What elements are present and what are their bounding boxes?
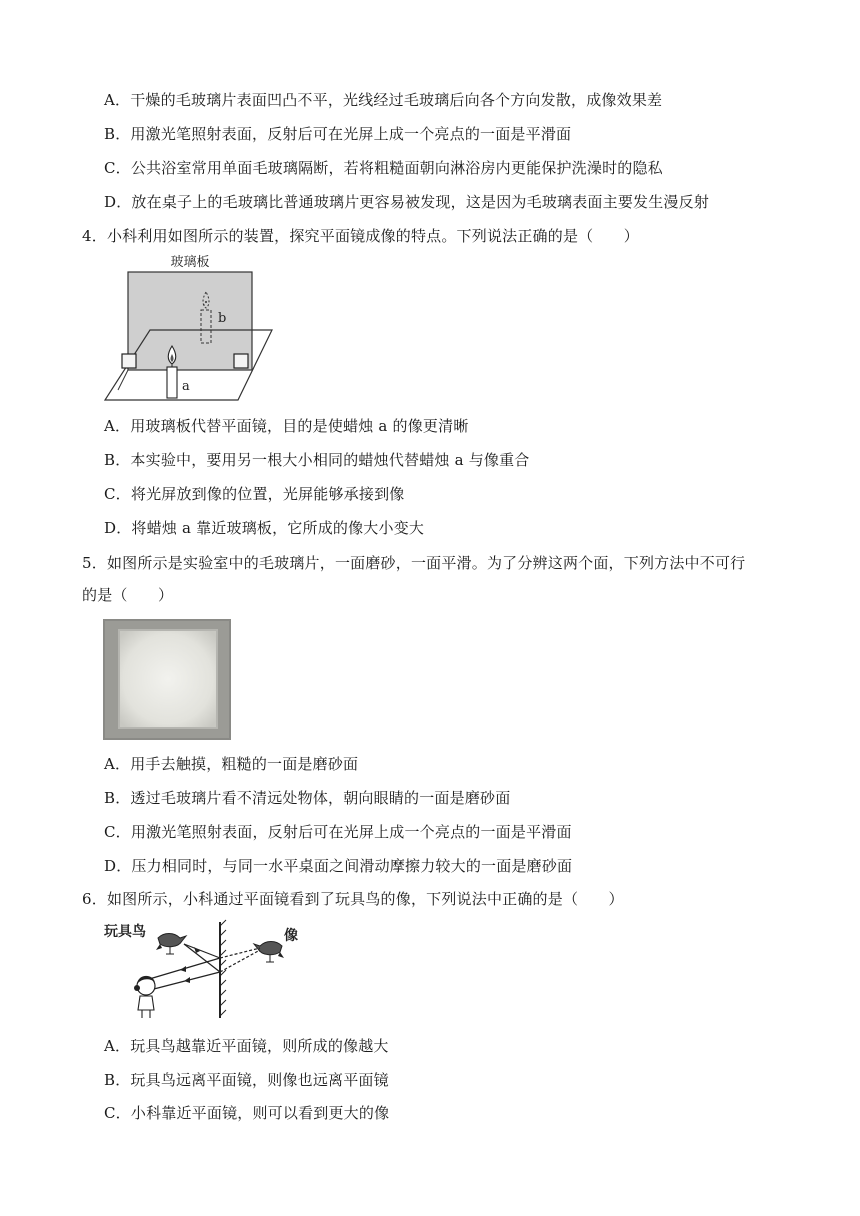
- q4-option-c: C．将光屏放到像的位置，光屏能够承接到像: [104, 485, 405, 503]
- support-block-left: [122, 354, 136, 368]
- glass-plate-label: 玻璃板: [170, 255, 210, 270]
- candle-a-label: a: [182, 379, 190, 394]
- q6-option-c: C．小科靠近平面镜，则可以看到更大的像: [104, 1104, 390, 1122]
- q5-option-a: A．用手去触摸，粗糙的一面是磨砂面: [104, 755, 359, 773]
- q6-figure-toy-bird-mirror: [100, 918, 310, 1024]
- q6-option-b: B．玩具鸟远离平面镜，则像也远离平面镜: [104, 1071, 389, 1089]
- q6-stem: 6．如图所示，小科通过平面镜看到了玩具鸟的像，下列说法中正确的是（ ）: [82, 890, 624, 908]
- support-block-right: [234, 354, 248, 368]
- q5-option-b: B．透过毛玻璃片看不清远处物体，朝向眼睛的一面是磨砂面: [104, 789, 511, 807]
- frosted-glass-piece: [119, 630, 217, 728]
- q5-option-c: C．用激光笔照射表面，反射后可在光屏上成一个亮点的一面是平滑面: [104, 823, 572, 841]
- q3-option-a: A．干燥的毛玻璃片表面凹凸不平，光线经过毛玻璃后向各个方向发散，成像效果差: [104, 91, 663, 109]
- q3-option-c: C．公共浴室常用单面毛玻璃隔断，若将粗糙面朝向淋浴房内更能保护洗澡时的隐私: [104, 159, 663, 177]
- q4-figure-plane-mirror-setup: [100, 250, 280, 402]
- q5-stem-line-1: 5．如图所示是实验室中的毛玻璃片，一面磨砂，一面平滑。为了分辨这两个面，下列方法中不可行: [82, 554, 746, 572]
- toy-bird: [156, 934, 186, 955]
- q5-option-d: D．压力相同时，与同一水平桌面之间滑动摩擦力较大的一面是磨砂面: [104, 857, 573, 875]
- q4-stem: 4．小科利用如图所示的装置，探究平面镜成像的特点。下列说法正确的是（ ）: [82, 227, 639, 245]
- light-rays: [146, 944, 260, 990]
- q4-option-a: A．用玻璃板代替平面镜，目的是使蜡烛 a 的像更清晰: [104, 417, 469, 435]
- q4-option-d: D．将蜡烛 a 靠近玻璃板，它所成的像大小变大: [104, 519, 425, 537]
- observer-girl: [134, 976, 155, 1018]
- q3-option-d: D．放在桌子上的毛玻璃比普通玻璃片更容易被发现，这是因为毛玻璃表面主要发生漫反射: [104, 193, 710, 211]
- candle-b-label: b: [218, 311, 227, 326]
- candle-a: [167, 346, 177, 398]
- image-label: 像: [284, 928, 298, 944]
- q3-option-b: B．用激光笔照射表面，反射后可在光屏上成一个亮点的一面是平滑面: [104, 125, 572, 143]
- glass-plate: [128, 272, 252, 370]
- q5-stem-line-2: 的是（ ）: [82, 586, 174, 604]
- toy-bird-label: 玩具鸟: [104, 924, 146, 940]
- bird-image: [254, 942, 284, 963]
- q4-option-b: B．本实验中，要用另一根大小相同的蜡烛代替蜡烛 a 与像重合: [104, 451, 530, 469]
- q5-figure-frosted-glass-photo: [103, 619, 231, 740]
- q6-option-a: A．玩具鸟越靠近平面镜，则所成的像越大: [104, 1037, 389, 1055]
